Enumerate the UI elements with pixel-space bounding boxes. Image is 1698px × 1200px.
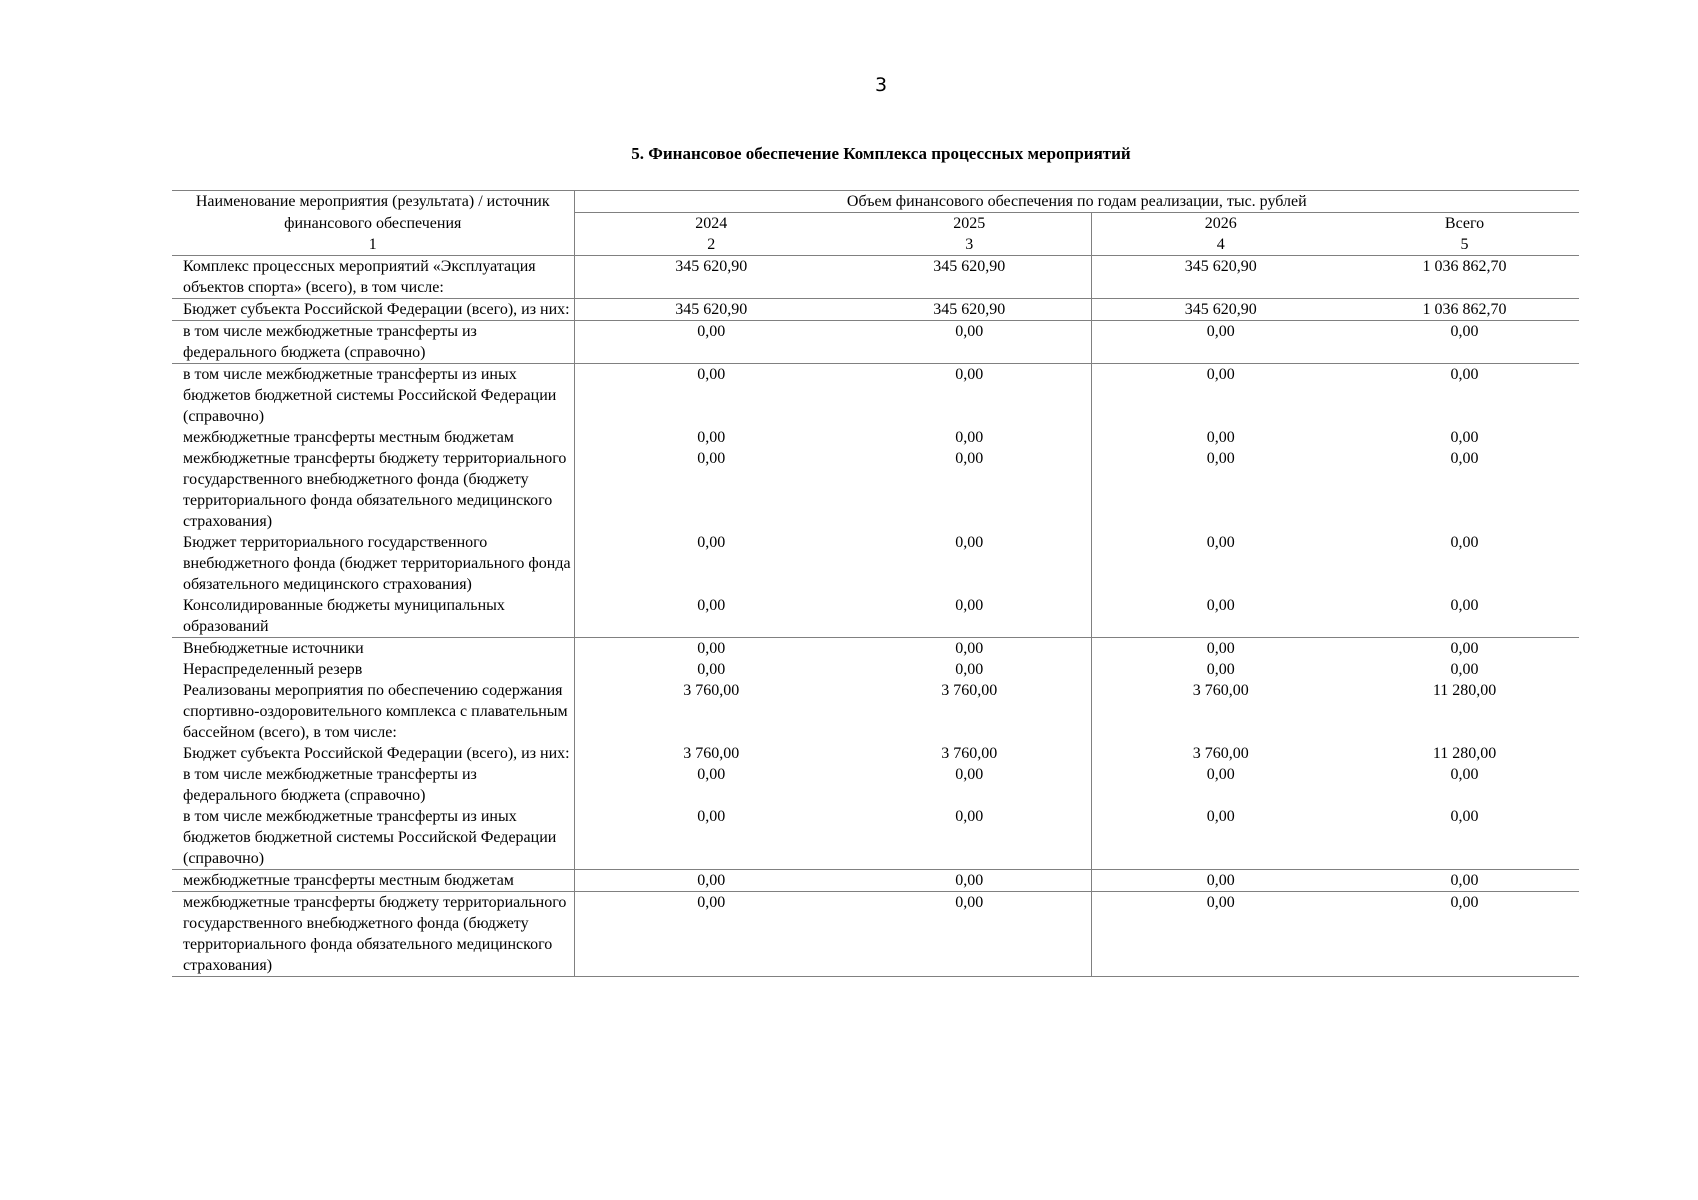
row-value-total: 0,00	[1350, 321, 1579, 364]
row-value-2025: 0,00	[848, 448, 1091, 532]
row-value-total: 0,00	[1450, 534, 1479, 551]
row-name: в том числе межбюджетные трансферты из иных бюджетов бюджетной системы Российской Федерации (справочно)	[172, 806, 574, 870]
row-value-2024: 0,00	[574, 870, 848, 892]
row-name: межбюджетные трансферты бюджету территориального государственного внебюджетного фонда (бюджету территориального фонда обязательного медицинского страхования)	[172, 892, 574, 977]
row-value-total: 0,00	[1450, 766, 1479, 783]
header-volume: Объем финансового обеспечения по годам реализации, тыс. рублей	[574, 191, 1579, 213]
row-value-2025: 0,00	[848, 364, 1091, 428]
row-name: в том числе межбюджетные трансферты из иных бюджетов бюджетной системы Российской Федерации (справочно)	[172, 364, 574, 428]
table-row	[172, 595, 1579, 638]
row-value-total: 0,00	[1450, 450, 1479, 467]
header-col-num-4: 4	[1091, 234, 1350, 256]
row-name: межбюджетные трансферты бюджету территориального государственного внебюджетного фонда (бюджету территориального фонда обязательного медицинского страхования)	[172, 448, 574, 532]
table-row	[172, 532, 1579, 595]
row-value-total: 0,00	[1450, 366, 1479, 383]
table-row	[172, 892, 1579, 977]
row-value-2025: 0,00	[848, 532, 1091, 595]
row-name: Реализованы мероприятия по обеспечению содержания спортивно-оздоровительного комплекса с плавательным бассейном (всего), в том числе:	[172, 680, 574, 743]
row-value-total: 1 036 862,70	[1350, 299, 1579, 321]
row-value-2025: 3 760,00	[848, 680, 1091, 743]
row-value-total: 1 036 862,70	[1350, 256, 1579, 299]
row-value-2025: 0,00	[848, 870, 1091, 892]
row-name: Консолидированные бюджеты муниципальных образований	[172, 595, 574, 638]
row-value-2026: 0,00	[1206, 366, 1235, 383]
row-value-2026: 0,00	[1091, 870, 1350, 892]
row-value-2026: 0,00	[1206, 766, 1235, 783]
table-row	[172, 764, 1579, 806]
row-value-2026: 0,00	[1206, 640, 1235, 657]
row-value-2026: 0,00	[1091, 595, 1350, 638]
row-value-2026: 0,00	[1091, 806, 1350, 870]
row-value-total: 11 280,00	[1432, 682, 1497, 699]
row-value-total: 11 280,00	[1432, 745, 1497, 762]
table-row	[172, 427, 1579, 448]
header-year-2024: 2024	[695, 215, 728, 232]
row-name: Внебюджетные источники	[172, 638, 574, 660]
row-value-2026: 0,00	[1206, 661, 1235, 678]
table-row	[172, 870, 1579, 892]
row-value-2026: 345 620,90	[1091, 299, 1350, 321]
row-value-2024: 0,00	[574, 321, 848, 364]
row-value-2024: 0,00	[697, 661, 726, 678]
row-value-total: 0,00	[1350, 595, 1579, 638]
row-value-2026: 0,00	[1206, 450, 1235, 467]
header-year-2025: 2025	[848, 213, 1091, 235]
row-value-2025: 0,00	[848, 427, 1091, 448]
row-value-2025: 0,00	[848, 806, 1091, 870]
row-name: Бюджет территориального государственного внебюджетного фонда (бюджет территориального фонда обязательного медицинского страхования)	[172, 532, 574, 595]
row-value-total: 0,00	[1350, 806, 1579, 870]
row-value-2026: 0,00	[1091, 321, 1350, 364]
row-value-2025: 345 620,90	[848, 299, 1091, 321]
row-value-2026: 0,00	[1206, 534, 1235, 551]
row-value-2025: 0,00	[848, 892, 1091, 977]
section-title: 5. Финансовое обеспечение Комплекса процессных мероприятий	[631, 144, 1131, 163]
header-year-total: Всего	[1444, 215, 1485, 232]
header-col-num-1: 1	[172, 234, 574, 256]
row-value-2024: 345 620,90	[574, 299, 848, 321]
row-value-2026: 345 620,90	[1091, 256, 1350, 299]
row-value-2025: 0,00	[848, 321, 1091, 364]
table-row	[172, 321, 1579, 364]
financing-table	[172, 190, 1579, 977]
row-value-total: 0,00	[1350, 870, 1579, 892]
table-row	[172, 364, 1579, 428]
row-value-2025: 0,00	[848, 764, 1091, 806]
table-row	[172, 448, 1579, 532]
row-value-2024: 0,00	[697, 534, 726, 551]
header-name-line2: финансового обеспечения	[172, 213, 574, 235]
table-row	[172, 638, 1579, 660]
header-name-line1: Наименование мероприятия (результата) / источник	[172, 191, 574, 213]
row-name: межбюджетные трансферты местным бюджетам	[172, 870, 574, 892]
table-header-row-1	[172, 191, 1579, 213]
table-row	[172, 299, 1579, 321]
row-name: Нераспределенный резерв	[172, 659, 574, 680]
row-value-2024: 3 760,00	[683, 745, 740, 762]
page-number: 3	[874, 74, 888, 96]
row-name: Бюджет субъекта Российской Федерации (всего), из них:	[172, 299, 574, 321]
header-col-num-3: 3	[848, 234, 1091, 256]
row-value-2024: 0,00	[697, 450, 726, 467]
row-name: Комплекс процессных мероприятий «Эксплуатация объектов спорта» (всего), в том числе:	[172, 256, 574, 299]
table-row	[172, 256, 1579, 299]
row-value-2025: 0,00	[848, 638, 1091, 660]
row-value-2024: 0,00	[697, 640, 726, 657]
row-name: в том числе межбюджетные трансферты из федерального бюджета (справочно)	[172, 764, 574, 806]
row-value-2024: 0,00	[697, 429, 726, 446]
table-header-row-3	[172, 234, 1579, 256]
row-value-2024: 0,00	[697, 366, 726, 383]
row-value-2024: 0,00	[697, 766, 726, 783]
row-value-2025: 0,00	[848, 595, 1091, 638]
header-col-num-2: 2	[574, 234, 848, 256]
row-value-2024: 0,00	[574, 892, 848, 977]
row-value-2026: 3 760,00	[1192, 682, 1249, 699]
table-row	[172, 743, 1579, 764]
header-year-2026: 2026	[1204, 215, 1237, 232]
row-value-2026: 0,00	[1206, 429, 1235, 446]
row-value-2025: 0,00	[848, 659, 1091, 680]
row-value-2026: 0,00	[1091, 892, 1350, 977]
row-value-total: 0,00	[1350, 892, 1579, 977]
row-value-total: 0,00	[1450, 661, 1479, 678]
row-value-2024: 0,00	[574, 595, 848, 638]
row-value-total: 0,00	[1450, 640, 1479, 657]
row-name: межбюджетные трансферты местным бюджетам	[172, 427, 574, 448]
row-value-2025: 345 620,90	[848, 256, 1091, 299]
table-row	[172, 659, 1579, 680]
header-col-num-5: 5	[1350, 234, 1579, 256]
row-name: Бюджет субъекта Российской Федерации (всего), из них:	[172, 743, 574, 764]
row-name: в том числе межбюджетные трансферты из федерального бюджета (справочно)	[172, 321, 574, 364]
table-row	[172, 680, 1579, 743]
row-value-2024: 0,00	[574, 806, 848, 870]
row-value-2026: 3 760,00	[1192, 745, 1249, 762]
row-value-2024: 345 620,90	[574, 256, 848, 299]
row-value-2025: 3 760,00	[848, 743, 1091, 764]
table-row	[172, 806, 1579, 870]
row-value-2024: 3 760,00	[683, 682, 740, 699]
table-header-row-2	[172, 213, 1579, 235]
row-value-total: 0,00	[1450, 429, 1479, 446]
